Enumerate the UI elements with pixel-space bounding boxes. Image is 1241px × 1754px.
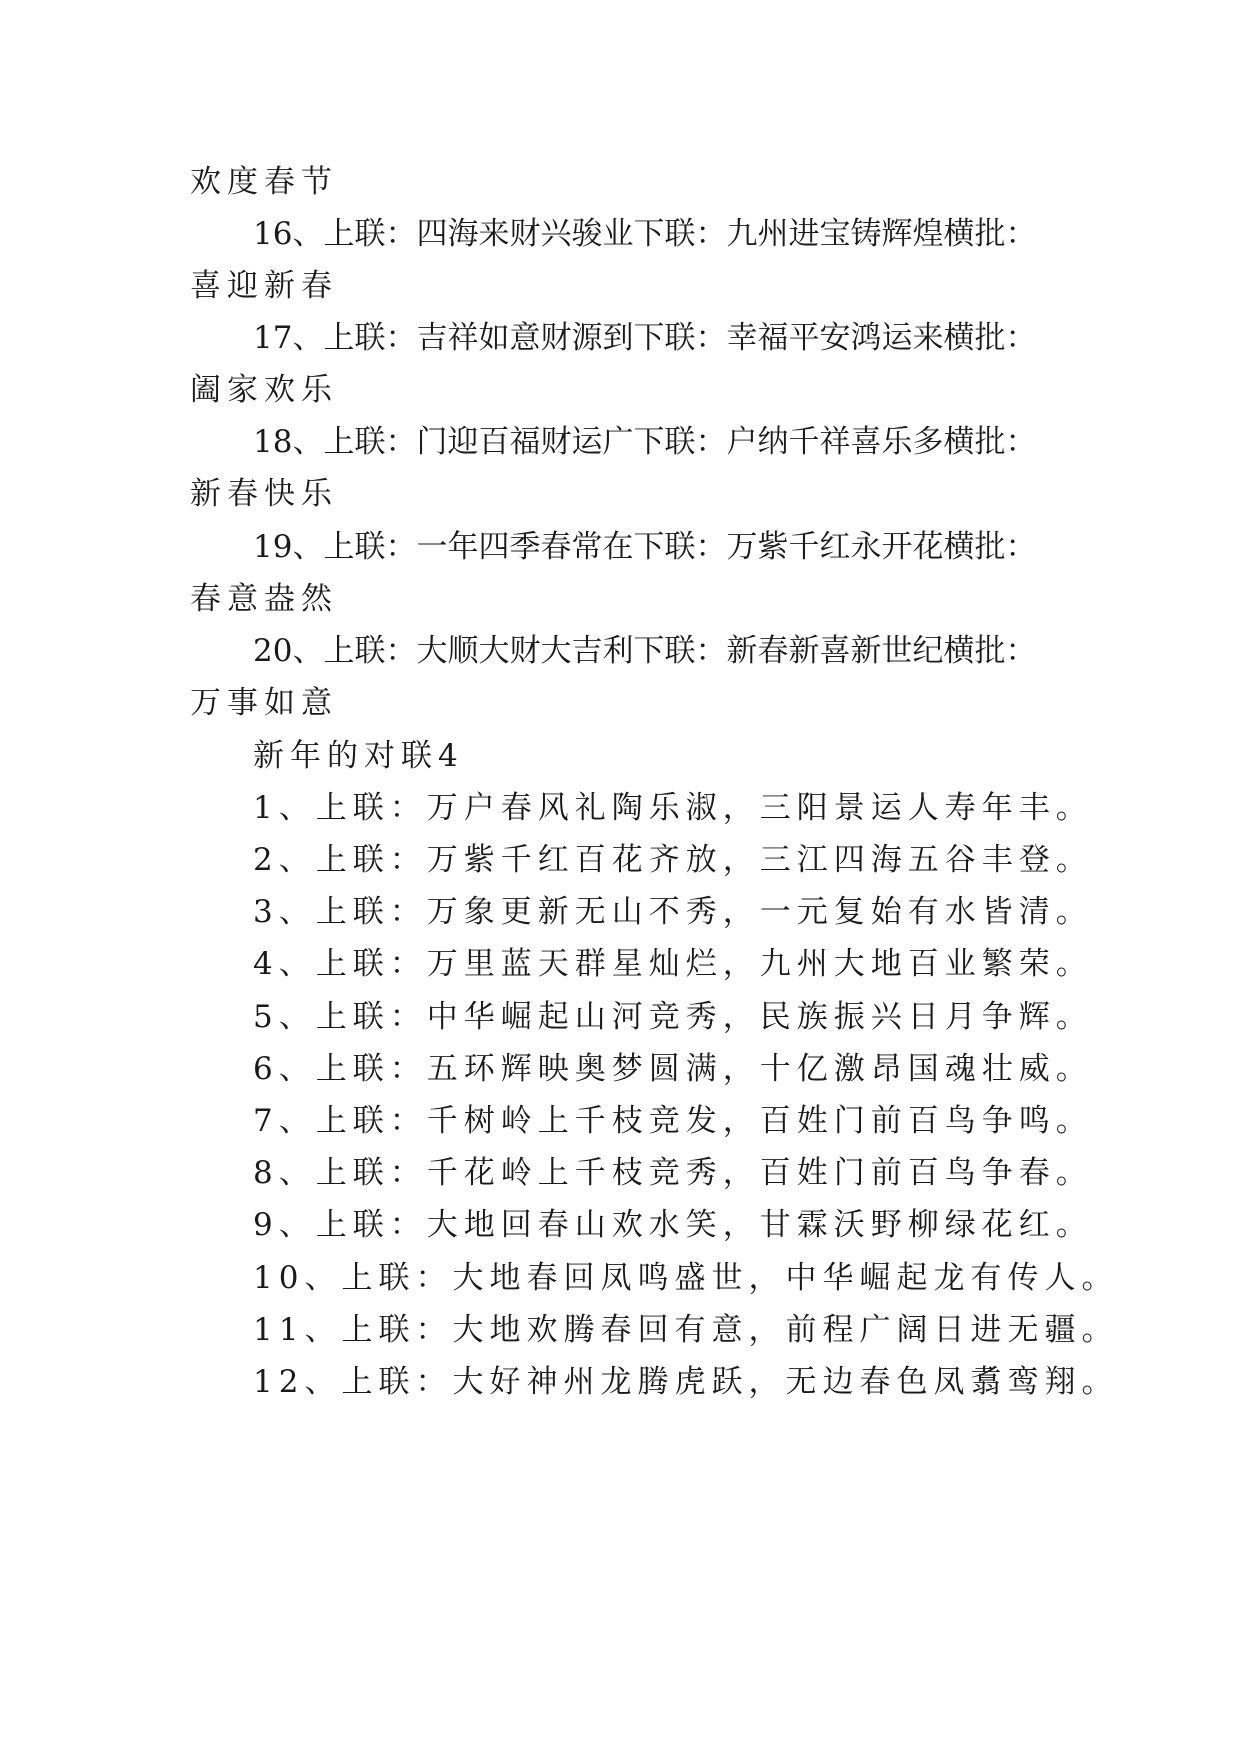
couplet-item-18-banner: 新春快乐 (190, 476, 338, 512)
couplet-item-7: 7、上联：千树岭上千枝竞发，百姓门前百鸟争鸣。 (253, 1103, 1093, 1139)
couplet-item-17-banner: 阖家欢乐 (190, 372, 338, 408)
couplet-item-3: 3、上联：万象更新无山不秀，一元复始有水皆清。 (253, 894, 1093, 930)
couplet-item-20-banner: 万事如意 (190, 685, 338, 721)
couplet-item-2: 2、上联：万紫千红百花齐放，三江四海五谷丰登。 (253, 842, 1093, 878)
couplet-item-20: 20、上联：大顺大财大吉利下联：新春新喜新世纪横批： (253, 633, 1037, 669)
couplet-item-18: 18、上联：门迎百福财运广下联：户纳千祥喜乐多横批： (253, 424, 1037, 460)
couplet-item-17: 17、上联：吉祥如意财源到下联：幸福平安鸿运来横批： (253, 320, 1037, 356)
section-heading: 新年的对联4 (253, 738, 464, 774)
couplet-item-6: 6、上联：五环辉映奥梦圆满，十亿激昂国魂壮威。 (253, 1051, 1093, 1087)
couplet-item-12: 12、上联：大好神州龙腾虎跃，无边春色凤翥鸾翔。 (253, 1364, 1119, 1400)
couplet-item-19-banner: 春意盎然 (190, 581, 338, 617)
couplet-item-16: 16、上联：四海来财兴骏业下联：九州进宝铸辉煌横批： (253, 216, 1037, 252)
couplet-item-10: 10、上联：大地春回凤鸣盛世，中华崛起龙有传人。 (253, 1260, 1119, 1296)
couplet-item-19: 19、上联：一年四季春常在下联：万紫千红永开花横批： (253, 529, 1037, 565)
couplet-item-4: 4、上联：万里蓝天群星灿烂，九州大地百业繁荣。 (253, 946, 1093, 982)
couplet-item-8: 8、上联：千花岭上千枝竞秀，百姓门前百鸟争春。 (253, 1155, 1093, 1191)
couplet-item-5: 5、上联：中华崛起山河竞秀，民族振兴日月争辉。 (253, 999, 1093, 1035)
paragraph-continuation: 欢度春节 (190, 164, 338, 200)
couplet-item-11: 11、上联：大地欢腾春回有意，前程广阔日进无疆。 (253, 1312, 1119, 1348)
couplet-item-16-banner: 喜迎新春 (190, 268, 338, 304)
couplet-item-1: 1、上联：万户春风礼陶乐淑，三阳景运人寿年丰。 (253, 790, 1093, 826)
couplet-item-9: 9、上联：大地回春山欢水笑，甘霖沃野柳绿花红。 (253, 1207, 1093, 1243)
